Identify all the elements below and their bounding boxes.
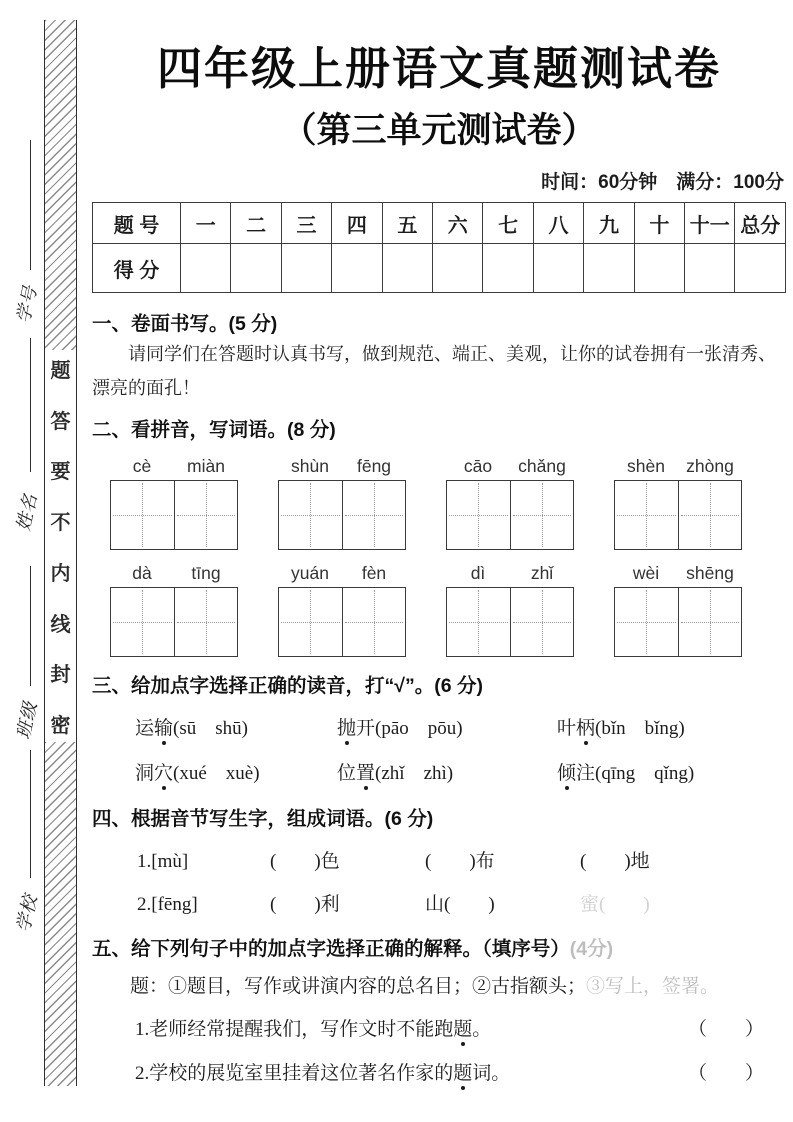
writing-grid [614, 587, 742, 657]
answer-blank: （ ） [687, 1019, 764, 1040]
score-cell [433, 244, 483, 293]
writing-grid [446, 587, 574, 657]
word-blank: ( )地 [580, 851, 650, 872]
dotted-char: 抛 [337, 718, 357, 739]
pronunciation-item: 运输(sū shū) [135, 718, 248, 739]
school-fill-line [30, 750, 31, 878]
grid-cell [279, 588, 342, 656]
word-blank-faded: 蜜( ) [580, 894, 650, 915]
dotted-char: 题 [453, 1063, 473, 1084]
dotted-char: 置 [356, 763, 376, 784]
qnum-cell: 六 [433, 203, 483, 244]
qnum-cell: 五 [382, 203, 432, 244]
question-number-row [93, 203, 786, 244]
writing-grid [110, 587, 238, 657]
word-blank: ( )色 [270, 851, 340, 872]
score-cell [584, 244, 634, 293]
pinyin-labels: cāo chǎng [463, 456, 566, 476]
pinyin-row-1 [110, 456, 786, 550]
class-label: 班级 [13, 699, 41, 741]
grid-cell [678, 481, 742, 549]
pinyin-group [614, 563, 742, 657]
pinyin-labels: wèi shēng [632, 563, 734, 583]
seal-hatch-top [45, 20, 76, 350]
pinyin-row-2 [110, 563, 786, 657]
seal-char: 题 [50, 360, 71, 382]
pinyin-group [446, 456, 574, 550]
pinyin-labels: shèn zhòng [627, 456, 734, 476]
syllable-label: 1.[mù] [137, 851, 189, 872]
seal-char: 线 [50, 613, 71, 636]
faded-definition-part: ③写上，签署。 [586, 976, 720, 997]
dotted-char: 穴 [154, 763, 174, 784]
pinyin-group [110, 456, 238, 550]
word-blank: 山( ) [425, 894, 495, 915]
grid-cell [510, 481, 574, 549]
section-2-heading: 二、看拼音，写词语。(8 分) [92, 419, 336, 441]
qnum-cell: 七 [483, 203, 533, 244]
score-row [93, 244, 786, 293]
score-cell [231, 244, 281, 293]
seal-char: 答 [50, 410, 71, 433]
grid-cell [174, 481, 238, 549]
seal-char: 不 [50, 512, 71, 535]
score-cell [181, 244, 231, 293]
syllable-label: 2.[fēng] [137, 894, 198, 915]
pinyin-group [278, 563, 406, 657]
grid-cell [279, 481, 342, 549]
grid-cell [342, 481, 406, 549]
student-name-fill-line [30, 338, 31, 472]
student-name-label: 姓名 [13, 491, 41, 533]
school-label: 学校 [13, 892, 41, 934]
pinyin-labels: dà tīng [132, 563, 221, 583]
section-3-row-2 [135, 759, 786, 789]
pinyin-group [278, 456, 406, 550]
grid-cell [111, 588, 174, 656]
qnum-cell: 二 [231, 203, 281, 244]
word-blank: ( )利 [270, 894, 340, 915]
section-1-heading: 一、卷面书写。(5 分) [92, 313, 278, 335]
sentence: 2.学校的展览室里挂着这位著名作家的题词。 [135, 1063, 511, 1084]
pinyin-labels: cè miàn [132, 456, 225, 476]
seal-hatch-bottom [45, 742, 76, 1086]
grid-cell [342, 588, 406, 656]
dotted-char: 输 [154, 718, 174, 739]
section-1-text-line2: 漂亮的面孔！ [92, 378, 200, 398]
grid-cell [615, 588, 678, 656]
section-3-heading: 三、给加点字选择正确的读音，打“√”。(6 分) [92, 675, 483, 697]
pronunciation-item: 位置(zhǐ zhì) [337, 763, 454, 784]
seal-char: 密 [50, 714, 71, 737]
qnum-cell: 九 [584, 203, 634, 244]
section-5-heading: 五、给下列句子中的加点字选择正确的解释。（填序号）(4分) [92, 938, 614, 960]
answer-blank: （ ） [687, 1063, 764, 1084]
writing-grid [278, 480, 406, 550]
pinyin-group [110, 563, 238, 657]
score-cell [281, 244, 331, 293]
pinyin-labels: yuán fèn [291, 563, 387, 583]
page-subtitle: （第三单元测试卷） [281, 111, 597, 150]
student-id-label: 学号 [13, 283, 41, 325]
score-cell [483, 244, 533, 293]
grid-cell [678, 588, 742, 656]
section-3-row-1 [135, 714, 786, 744]
qnum-cell: 一 [181, 203, 231, 244]
pinyin-group [446, 563, 574, 657]
dotted-char: 柄 [576, 718, 596, 739]
student-id-fill-line [30, 140, 31, 270]
seal-char: 要 [50, 461, 71, 484]
grid-cell [447, 588, 510, 656]
seal-strip [44, 20, 77, 1086]
score-cell [634, 244, 684, 293]
qnum-cell: 三 [281, 203, 331, 244]
word-blank: ( )布 [425, 851, 495, 872]
writing-grid [614, 480, 742, 550]
dotted-char: 倾 [557, 763, 577, 784]
qnum-cell: 十 [634, 203, 684, 244]
pinyin-group [614, 456, 742, 550]
score-row-header: 得 分 [93, 244, 181, 293]
pronunciation-item: 倾注(qīng qǐng) [557, 763, 695, 784]
section-5-definition: 题：①题目，写作或讲演内容的总名目；②古指额头；③写上，签署。 [130, 976, 720, 997]
section-5-item-2 [92, 1059, 786, 1089]
main-content [92, 24, 786, 1089]
qnum-cell: 八 [533, 203, 583, 244]
exam-time-score-info: 时间：60分钟 满分：100分 [541, 172, 784, 193]
section-4-row-1 [137, 847, 786, 877]
grid-cell [174, 588, 238, 656]
writing-grid [278, 587, 406, 657]
pronunciation-item: 叶柄(bǐn bǐng) [557, 718, 685, 739]
pinyin-labels: dì zhǐ [470, 563, 554, 583]
seal-text-column [45, 350, 76, 742]
score-cell [533, 244, 583, 293]
grid-cell [111, 481, 174, 549]
class-fill-line [30, 566, 31, 686]
question-number-header: 题 号 [93, 203, 181, 244]
dotted-char: 题 [453, 1019, 473, 1040]
pronunciation-item: 抛开(pāo pōu) [337, 718, 463, 739]
seal-char: 封 [50, 664, 71, 687]
qnum-cell: 总分 [735, 203, 786, 244]
section-5-item-1 [92, 1015, 786, 1045]
writing-grid [110, 480, 238, 550]
score-cell [332, 244, 382, 293]
score-table [92, 202, 786, 293]
pronunciation-item: 洞穴(xué xuè) [135, 763, 260, 784]
grid-cell [615, 481, 678, 549]
section-4-heading: 四、根据音节写生字，组成词语。(6 分) [92, 808, 434, 830]
seal-char: 内 [50, 562, 71, 585]
score-cell [735, 244, 786, 293]
section-1-text-line1: 请同学们在答题时认真书写，做到规范、端正、美观，让你的试卷拥有一张清秀、 [128, 344, 776, 364]
faded-score: (4分) [569, 938, 614, 960]
page-title: 四年级上册语文真题测试卷 [156, 43, 721, 94]
grid-cell [447, 481, 510, 549]
qnum-cell: 四 [332, 203, 382, 244]
qnum-cell: 十一 [685, 203, 735, 244]
pinyin-labels: shùn fēng [291, 456, 392, 476]
section-4-row-2 [137, 890, 786, 920]
sentence: 1.老师经常提醒我们，写作文时不能跑题。 [135, 1019, 492, 1040]
score-cell [685, 244, 735, 293]
grid-cell [510, 588, 574, 656]
score-cell [382, 244, 432, 293]
writing-grid [446, 480, 574, 550]
